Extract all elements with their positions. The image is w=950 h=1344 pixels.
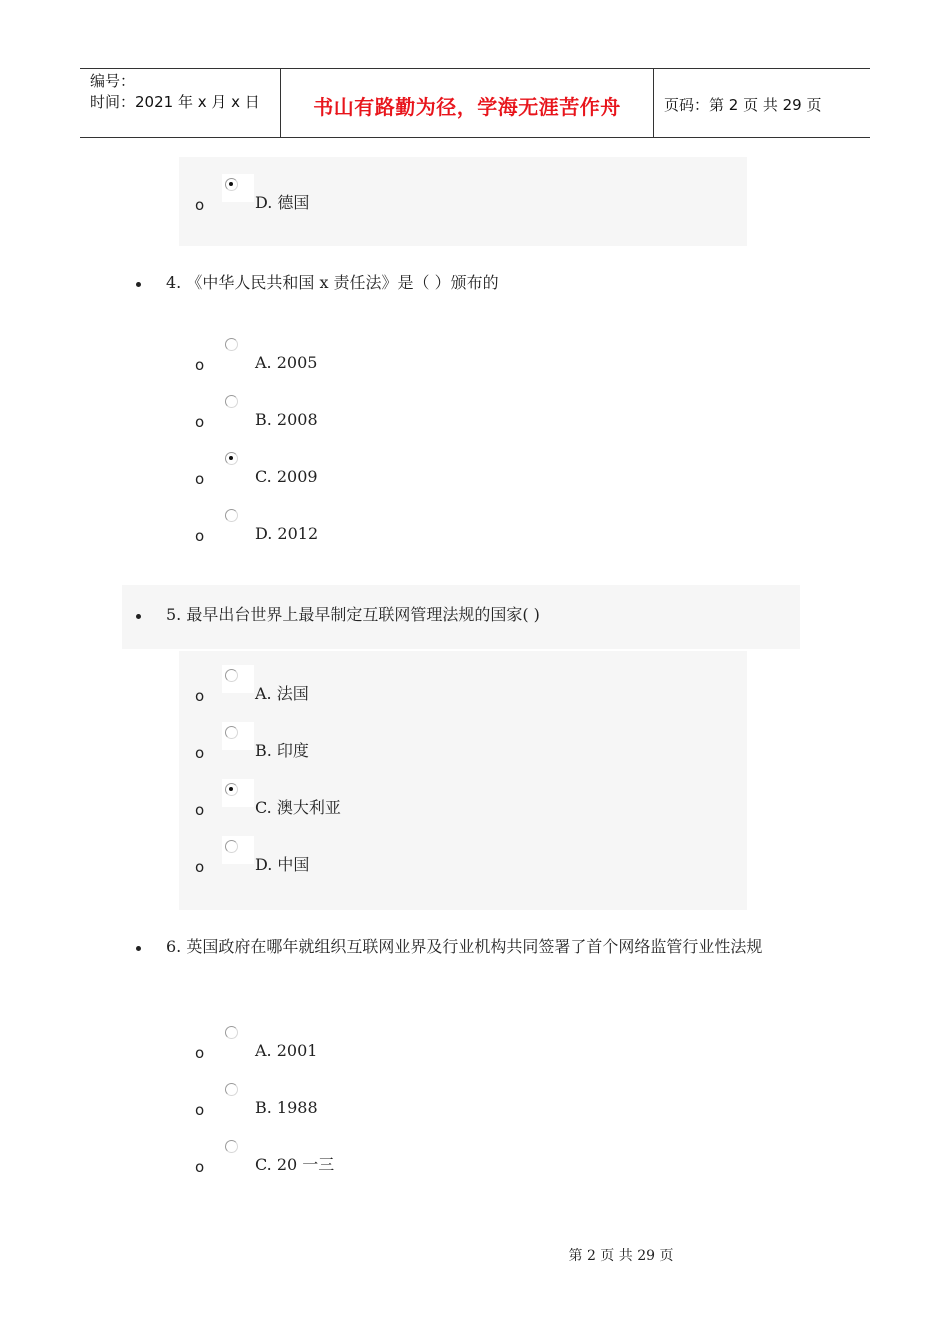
option-label: A. 2005 <box>255 353 318 372</box>
page-header <box>80 68 870 138</box>
radio-button[interactable] <box>225 1140 238 1153</box>
list-marker: o <box>195 356 205 374</box>
option-label: D. 2012 <box>255 524 319 543</box>
radio-button[interactable] <box>225 840 238 853</box>
option-item[interactable] <box>0 842 950 882</box>
header-page-info: 页码：第 2 页 共 29 页 <box>664 95 822 114</box>
option-item[interactable] <box>0 454 950 494</box>
page-footer <box>0 1245 950 1265</box>
radio-button[interactable] <box>225 783 238 796</box>
option-item[interactable] <box>0 180 950 220</box>
bullet-icon <box>136 282 141 287</box>
option-item[interactable] <box>0 397 950 437</box>
list-marker: o <box>195 1158 205 1176</box>
radio-button[interactable] <box>225 669 238 682</box>
list-marker: o <box>195 801 205 819</box>
option-item[interactable] <box>0 785 950 825</box>
option-item[interactable] <box>0 511 950 551</box>
list-marker: o <box>195 470 205 488</box>
footer-page-number: 第 2 页 共 29 页 <box>568 1248 674 1264</box>
radio-button[interactable] <box>225 338 238 351</box>
option-item[interactable] <box>0 1085 950 1125</box>
option-label: A. 法国 <box>255 684 309 703</box>
question-text: 6. 英国政府在哪年就组织互联网业界及行业机构共同签署了首个网络监管行业性法规 <box>166 937 763 956</box>
option-label: B. 2008 <box>255 410 318 429</box>
list-marker: o <box>195 527 205 545</box>
header-motto: 书山有路勤为径，学海无涯苦作舟 <box>281 69 654 137</box>
question-text: 4. 《中华人民共和国 x 责任法》是（ ）颁布的 <box>166 273 499 292</box>
option-item[interactable] <box>0 1142 950 1182</box>
bullet-icon <box>136 946 141 951</box>
option-label: D. 中国 <box>255 855 310 874</box>
radio-button[interactable] <box>225 509 238 522</box>
header-meta <box>80 69 281 137</box>
header-time-label: 时间：2021 年 x 月 x 日 <box>90 93 260 111</box>
option-item[interactable] <box>0 671 950 711</box>
radio-button[interactable] <box>225 726 238 739</box>
question-text: 5. 最早出台世界上最早制定互联网管理法规的国家( ) <box>166 605 540 624</box>
option-item[interactable] <box>0 340 950 380</box>
option-label: B. 1988 <box>255 1098 318 1117</box>
list-marker: o <box>195 858 205 876</box>
radio-button[interactable] <box>225 178 238 191</box>
option-item[interactable] <box>0 728 950 768</box>
option-label: C. 2009 <box>255 467 318 486</box>
header-number-label: 编号： <box>90 72 136 90</box>
bullet-icon <box>136 614 141 619</box>
list-marker: o <box>195 413 205 431</box>
radio-button[interactable] <box>225 395 238 408</box>
list-marker: o <box>195 687 205 705</box>
option-label: A. 2001 <box>255 1041 318 1060</box>
option-item[interactable] <box>0 1028 950 1068</box>
radio-button[interactable] <box>225 1083 238 1096</box>
option-label: C. 20 一三 <box>255 1155 335 1174</box>
option-label: D. 德国 <box>255 193 310 212</box>
list-marker: o <box>195 1101 205 1119</box>
radio-button[interactable] <box>225 452 238 465</box>
list-marker: o <box>195 744 205 762</box>
radio-button[interactable] <box>225 1026 238 1039</box>
list-marker: o <box>195 196 205 214</box>
option-label: B. 印度 <box>255 741 309 760</box>
option-label: C. 澳大利亚 <box>255 798 341 817</box>
list-marker: o <box>195 1044 205 1062</box>
